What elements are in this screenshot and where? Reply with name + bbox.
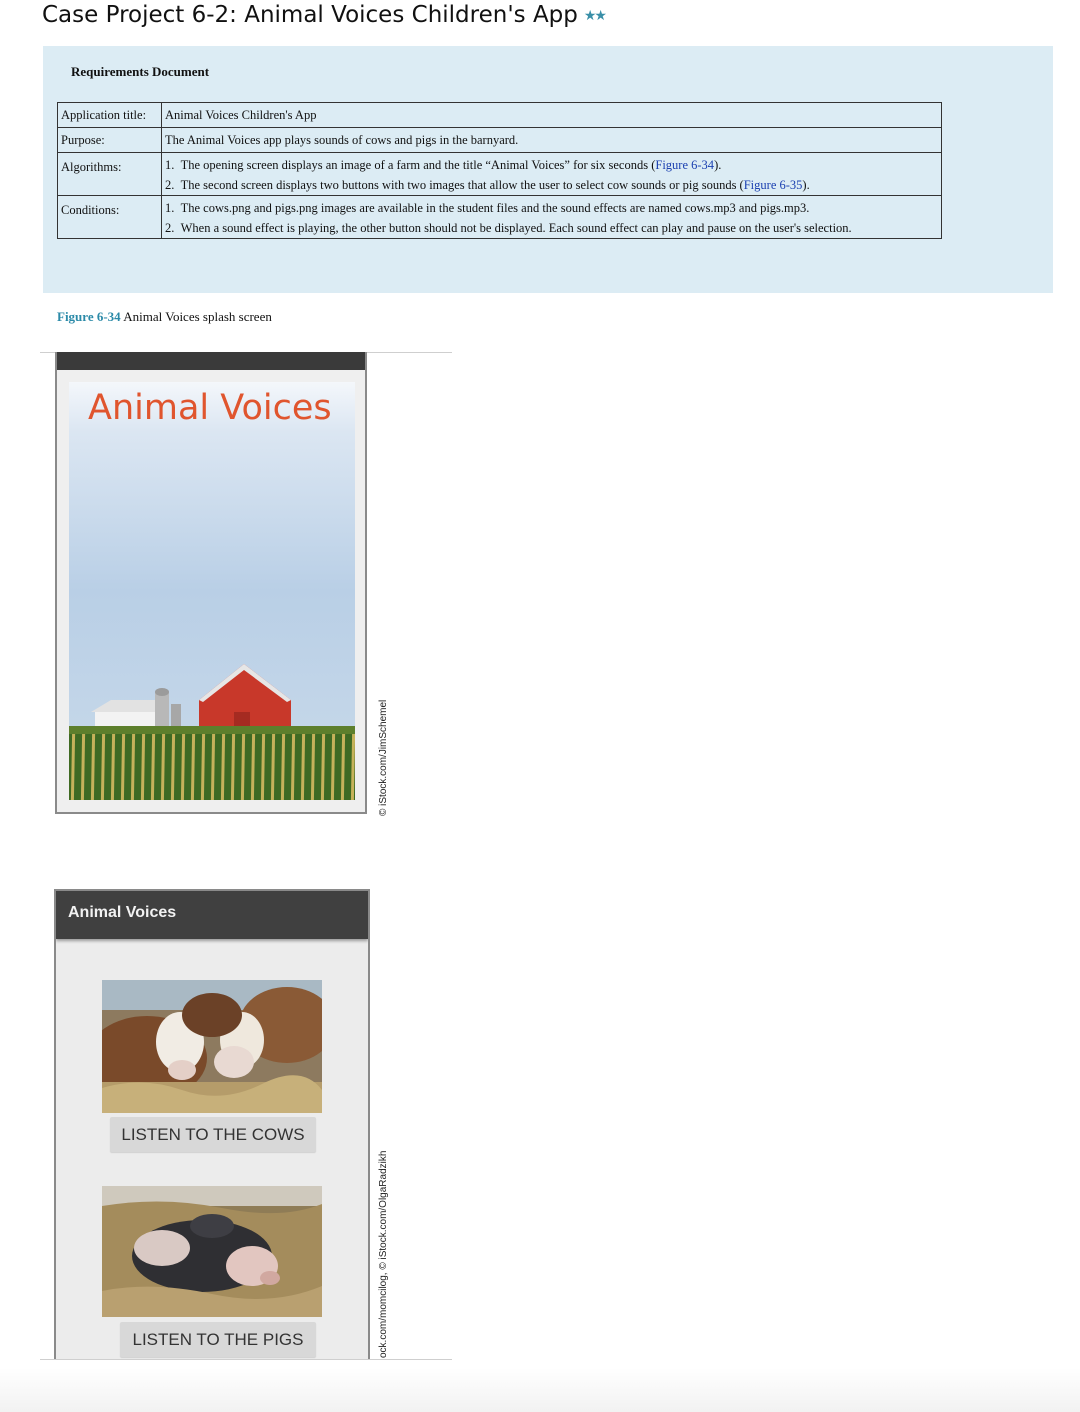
requirements-box: [43, 46, 1053, 293]
farm-image: [69, 382, 355, 800]
item-number: 2.: [165, 178, 175, 192]
table-row: [58, 153, 942, 196]
figure-6-35-link[interactable]: Figure 6-35: [743, 178, 803, 192]
page-title-text: Case Project 6-2: Animal Voices Children's App: [42, 2, 578, 28]
requirements-heading: Requirements Document: [71, 64, 210, 79]
row-value-conditions: [162, 196, 942, 239]
figure-6-34-link[interactable]: Figure 6-34: [655, 158, 715, 172]
item-text: When a sound effect is playing, the other button should not be displayed. Each sound effect can play and pause on the user's selection.: [180, 221, 852, 235]
listen-to-cows-button[interactable]: LISTEN TO THE COWS: [110, 1117, 316, 1152]
figure-caption-text: Animal Voices splash screen: [123, 309, 272, 324]
table-row: [58, 196, 942, 239]
page-bottom-fade: [0, 1368, 1080, 1412]
photo-credit-1: © iStock.com/JimSchemel: [378, 699, 389, 816]
listen-to-pigs-button[interactable]: LISTEN TO THE PIGS: [120, 1322, 316, 1357]
condition-item-2: [165, 218, 938, 238]
algorithm-item-1: [165, 155, 938, 175]
figure-number: Figure 6-34: [57, 309, 121, 324]
page-title: [42, 2, 605, 28]
row-label-app-title: Application title:: [58, 103, 162, 128]
row-value-algorithms: [162, 153, 942, 196]
figure-caption: [57, 309, 272, 325]
item-number: 2.: [165, 221, 175, 235]
row-label-purpose: Purpose:: [58, 128, 162, 153]
figure-divider-bottom: [40, 1359, 452, 1360]
cows-image: [102, 980, 322, 1113]
app-bar: [56, 891, 368, 939]
condition-item-1: [165, 198, 938, 218]
app-bar-title: Animal Voices: [68, 904, 177, 921]
row-value-purpose: The Animal Voices app plays sounds of cows and pigs in the barnyard.: [162, 128, 942, 153]
difficulty-stars-icon: ★★: [583, 7, 605, 24]
table-row: [58, 103, 942, 128]
item-text: The cows.png and pigs.png images are available in the student files and the sound effects are named cows.mp3 and pigs.mp3.: [180, 201, 810, 215]
item-text: The opening screen displays an image of a farm and the title “Animal Voices” for six seconds (: [180, 158, 656, 172]
algorithm-item-2: [165, 175, 938, 195]
row-label-conditions: Conditions:: [58, 196, 162, 239]
table-row: [58, 128, 942, 153]
item-tail: ).: [802, 178, 810, 192]
requirements-table: [57, 102, 942, 239]
item-tail: ).: [714, 158, 722, 172]
pigs-image: [102, 1186, 322, 1317]
row-label-algorithms: Algorithms:: [58, 153, 162, 196]
status-bar: [57, 352, 365, 370]
item-number: 1.: [165, 158, 175, 172]
item-text: The second screen displays two buttons with two images that allow the user to select cow sounds or pig sounds (: [180, 178, 744, 192]
item-number: 1.: [165, 201, 175, 215]
photo-credit-2: ock.com/momcilog, © iStock.com/OlgaRadzikh: [378, 1150, 389, 1358]
row-value-app-title: Animal Voices Children's App: [162, 103, 942, 128]
main-screen-phone: [54, 889, 370, 1359]
splash-title: Animal Voices: [88, 388, 332, 428]
